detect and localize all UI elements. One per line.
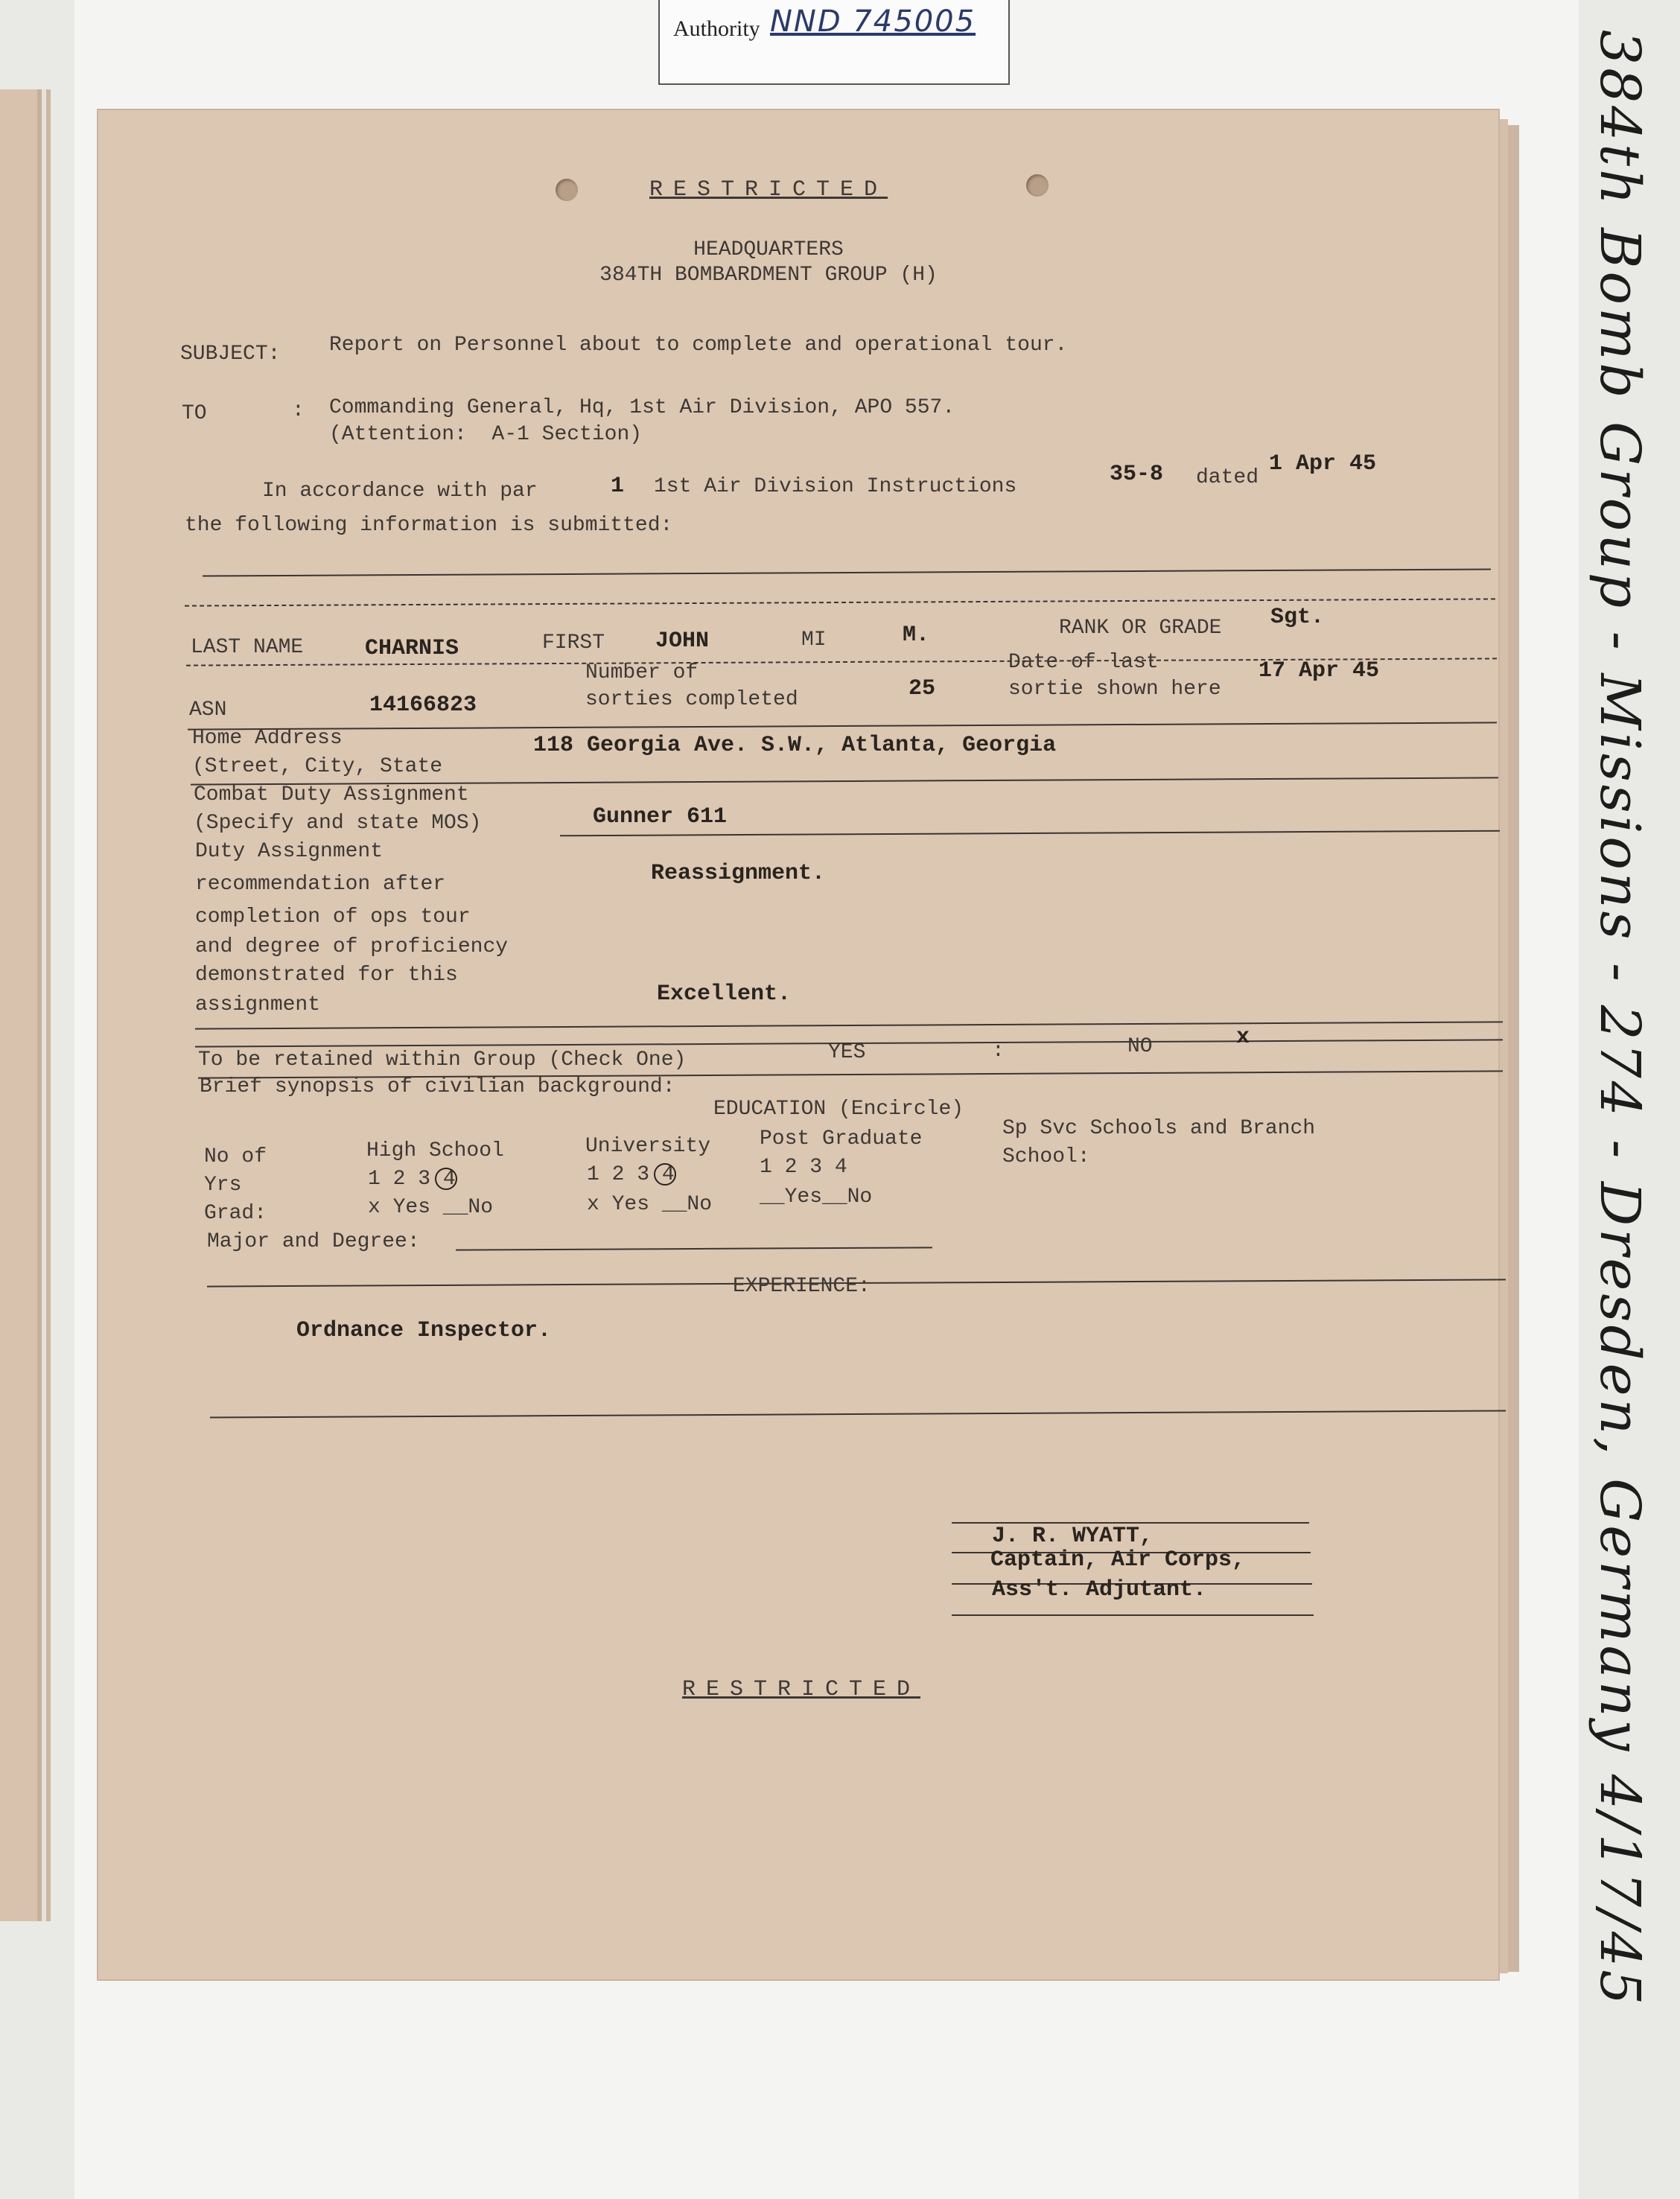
authority-label: Authority [673, 16, 760, 41]
to-colon: : [292, 399, 305, 422]
major-degree-label: Major and Degree: [207, 1230, 420, 1253]
home-address-label-1: Home Address [192, 727, 343, 750]
rank-label: RANK OR GRADE [1059, 617, 1222, 640]
home-address-label-2: (Street, City, State [192, 755, 443, 778]
university-grad: x Yes __No [587, 1193, 713, 1216]
duty-assignment-label-5: demonstrated for this [195, 964, 458, 987]
university-label: University [585, 1135, 711, 1158]
signature-title-2: Ass't. Adjutant. [992, 1577, 1207, 1603]
sp-schools-label-2: School: [1002, 1145, 1090, 1168]
experience-value: Ordnance Inspector. [296, 1318, 552, 1343]
to-label: TO [182, 402, 207, 425]
signature-name: J. R. WYATT, [992, 1524, 1154, 1549]
to-line-1: Commanding General, Hq, 1st Air Division, APO 557. [329, 396, 955, 419]
form-rule [195, 1021, 1503, 1029]
sorties-value: 25 [909, 676, 936, 701]
middle-initial-label: MI [801, 628, 827, 652]
intro-line-2: the following information is submitted: [185, 514, 673, 537]
combat-duty-value: Gunner 611 [593, 804, 728, 830]
last-sortie-value: 17 Apr 45 [1259, 658, 1380, 684]
intro-text-1: In accordance with par [262, 480, 538, 503]
report-document [98, 110, 1498, 1979]
last-sortie-label-2: sortie shown here [1008, 678, 1221, 701]
high-school-years: 1 2 3 4 [368, 1168, 456, 1191]
paragraph-number: 1 [611, 474, 625, 499]
first-name-value: JOHN [655, 628, 710, 654]
last-sortie-label-1: Date of last [1008, 651, 1159, 674]
retain-no-label: NO [1127, 1035, 1153, 1058]
middle-initial-value: M. [903, 623, 930, 648]
duty-assignment-label-1: Duty Assignment [195, 840, 384, 863]
synopsis-label: Brief synopsis of civilian background: [200, 1075, 675, 1098]
sp-schools-label-1: Sp Svc Schools and Branch [1002, 1117, 1316, 1140]
headquarters-heading: HEADQUARTERS [693, 238, 844, 261]
asn-value: 14166823 [369, 693, 477, 718]
last-name-label: LAST NAME [191, 636, 304, 659]
form-rule [210, 1410, 1506, 1418]
margin-handwritten-note [1562, 30, 1674, 2008]
home-address-value: 118 Georgia Ave. S.W., Atlanta, Georgia [533, 733, 1057, 758]
retain-yes-label: YES [828, 1041, 866, 1064]
retain-separator: : [992, 1040, 1005, 1063]
first-name-label: FIRST [542, 631, 605, 655]
asn-label: ASN [189, 698, 227, 722]
combat-duty-label-2: (Specify and state MOS) [194, 812, 482, 835]
form-rule [203, 568, 1491, 576]
punch-hole [1026, 174, 1049, 197]
adjacent-page-edge [0, 89, 37, 1921]
instruction-date: 1 Apr 45 [1269, 451, 1377, 477]
post-graduate-years: 1 2 3 4 [760, 1156, 847, 1179]
experience-label: EXPERIENCE: [733, 1275, 871, 1298]
education-label: EDUCATION (Encircle) [713, 1098, 964, 1121]
authority-number: NND 745005 [770, 4, 976, 39]
duty-assignment-label-4: and degree of proficiency [195, 935, 509, 958]
post-graduate-grad: __Yes__No [760, 1186, 873, 1209]
post-graduate-label: Post Graduate [760, 1127, 923, 1151]
sorties-label-2: sorties completed [585, 688, 798, 711]
duty-recommendation-value: Reassignment. [651, 861, 826, 886]
intro-text-2: 1st Air Division Instructions [654, 475, 1017, 498]
duty-assignment-label-6: assignment [195, 993, 321, 1016]
no-of-label: No of [204, 1145, 267, 1168]
rank-value: Sgt. [1270, 605, 1325, 630]
authority-box [658, 0, 1010, 85]
unit-heading: 384TH BOMBARDMENT GROUP (H) [599, 264, 938, 287]
classification-bottom: RESTRICTED [682, 1677, 921, 1702]
grad-label: Grad: [204, 1202, 267, 1225]
subject-label: SUBJECT: [180, 343, 281, 366]
subject-text: Report on Personnel about to complete and operational tour. [329, 334, 1068, 357]
high-school-year-circle [435, 1168, 457, 1190]
instruction-number: 35-8 [1110, 462, 1164, 487]
university-years: 1 2 3 4 [587, 1163, 675, 1186]
proficiency-value: Excellent. [657, 981, 792, 1007]
combat-duty-label-1: Combat Duty Assignment [194, 783, 469, 806]
sorties-label-1: Number of [585, 661, 699, 684]
signature-rule [952, 1614, 1314, 1616]
retain-no-mark: x [1236, 1025, 1250, 1050]
last-name-value: CHARNIS [365, 636, 459, 661]
major-degree-line [456, 1247, 932, 1250]
form-rule [560, 830, 1500, 837]
form-rule [188, 722, 1497, 730]
classification-top: RESTRICTED [649, 177, 888, 203]
high-school-grad: x Yes __No [368, 1196, 494, 1219]
dated-label: dated [1196, 466, 1259, 489]
signature-title-1: Captain, Air Corps, [990, 1547, 1246, 1573]
university-year-circle [654, 1163, 676, 1186]
duty-assignment-label-2: recommendation after [195, 873, 446, 896]
margin-note-text: 384th Bomb Group - Missions - 274 - Dresden, Germany 4/17/45 [1588, 30, 1652, 2008]
duty-assignment-label-3: completion of ops tour [195, 906, 471, 929]
yrs-label: Yrs [204, 1174, 242, 1197]
retain-label: To be retained within Group (Check One) [198, 1048, 687, 1072]
to-line-2: (Attention: A-1 Section) [329, 423, 643, 446]
high-school-label: High School [366, 1139, 504, 1162]
